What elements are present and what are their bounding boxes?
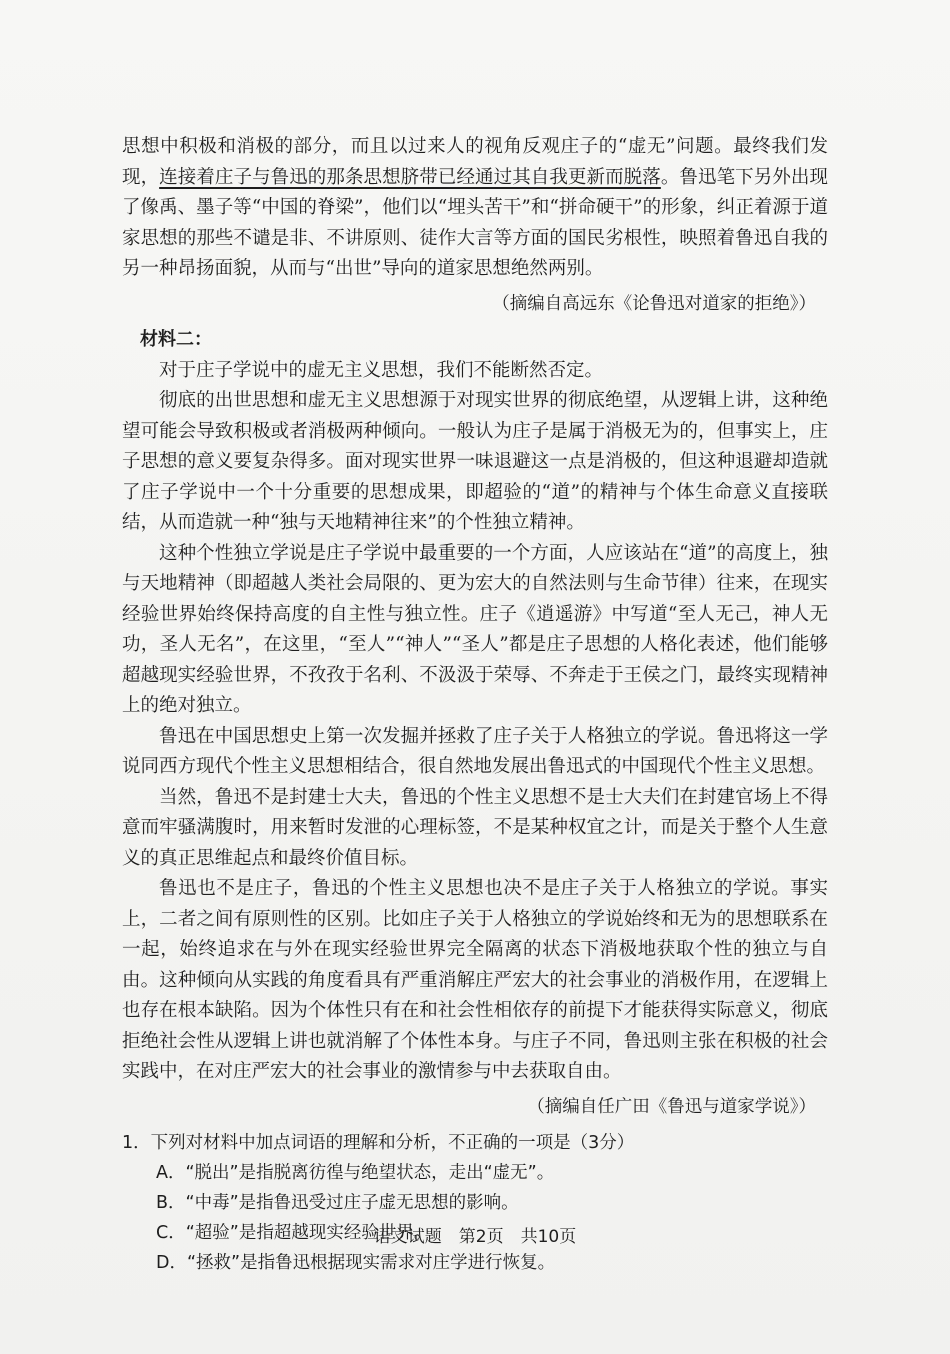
paragraph-text: 思想中积极和消极的部分，而且以过来人的视角反观庄子的“虚无”问题。最终我们发现， [122,136,828,188]
question-1 [122,1128,828,1278]
material-2-paragraph: 鲁迅在中国思想史上第一次发掘并拯救了庄子关于人格独立的学说。鲁迅将这一学说同西方现代个性主义思想相结合，很自然地发展出鲁迅式的中国现代个性主义思想。 [122,725,828,777]
material-2-paragraph: 对于庄子学说中的虚无主义思想，我们不能断然否定。 [159,359,604,381]
page-footer: 语文试题 第2页 共10页 [373,1227,577,1247]
material-2-paragraph: 鲁迅也不是庄子，鲁迅的个性主义思想也决不是庄子关于人格独立的学说。事实上，二者之间有原则性的区别。比如庄子关于人格独立的学说始终和无为的思想联系在一起，始终追求在与外在现实经验世界完全隔离的状态下消极地获取个性的独立与自由。这种倾向从实践的角度看具有严重消解庄严宏大的社会事业的消极作用，在逻辑上也存在根本缺陷。因为个体性只有在和社会性相依存的前提下才能获得实际意义，彻底拒绝社会性从逻辑上讲也就消解了个体性本身。与庄子不同，鲁迅则主张在积极的社会实践中，在对庄严宏大的社会事业的激情参与中去获取自由。 [122,878,828,1082]
paragraph-text: 。鲁迅笔下另外出现了像禹、墨子等“中国的脊梁”，他们以“埋头苦干”和“拼命硬干”的形象，纠正着源于道家思想的那些不谴是非、不讲原则、徒作大言等方面的国民劣根性，映照着鲁迅自我的另一种昂扬面貌，从而与“出世”导向的道家思想绝然两别。 [122,166,828,279]
option-b: B．“中毒”是指鲁迅受过庄子虚无思想的影响。 [156,1193,519,1213]
source-citation-1: （摘编自高远东《论鲁迅对道家的拒绝》） [492,293,816,314]
option-a: A．“脱出”是指脱离彷徨与绝望状态，走出“虚无”。 [156,1163,555,1183]
source-citation-2: （摘编自任广田《鲁迅与道家学说》） [527,1096,816,1117]
material-2-title: 材料二： [140,329,212,350]
material-1-continuation [122,132,828,285]
underlined-sentence: 连接着庄子与鲁迅的那条思想脐带已经通过其自我更新而脱落 [159,166,661,188]
option-c: C．“超验”是指超越现实经验世界。 [156,1223,432,1243]
option-d: D．“拯救”是指鲁迅根据现实需求对庄学进行恢复。 [156,1253,556,1273]
material-2-paragraph: 当然，鲁迅不是封建士大夫，鲁迅的个性主义思想不是士大夫们在封建官场上不得意而牢骚满腹时，用来暂时发泄的心理标签，不是某种权宜之计，而是关于整个人生意义的真正思维起点和最终价值目标。 [122,786,828,869]
material-2-paragraph: 彻底的出世思想和虚无主义思想源于对现实世界的彻底绝望，从逻辑上讲，这种绝望可能会导致积极或者消极两种倾向。一般认为庄子是属于消极无为的，但事实上，庄子思想的意义要复杂得多。面对现实世界一味退避这一点是消极的，但这种退避却造就了庄子学说中一个十分重要的思想成果，即超验的“道”的精神与个体生命意义直接联结，从而造就一种“独与天地精神往来”的个性独立精神。 [122,390,828,533]
question-stem: 1．下列对材料中加点词语的理解和分析，不正确的一项是（3分） [122,1133,635,1153]
material-2-paragraph: 这种个性独立学说是庄子学说中最重要的一个方面，人应该站在“道”的高度上，独与天地精神（即超越人类社会局限的、更为宏大的自然法则与生命节律）往来，在现实经验世界始终保持高度的自主性与独立性。庄子《逍遥游》中写道“至人无己，神人无功，圣人无名”，在这里，“至人”“神人”“圣人”都是庄子思想的人格化表述，他们能够超越现实经验世界，不孜孜于名利、不汲汲于荣辱、不奔走于王侯之门，最终实现精神上的绝对独立。 [122,542,828,716]
page-content [122,132,828,1278]
